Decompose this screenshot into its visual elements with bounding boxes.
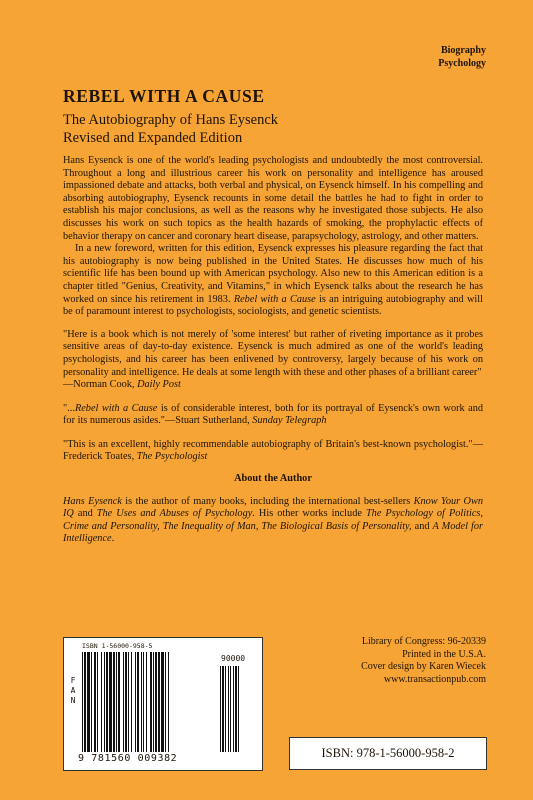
quote-1-attribution: —Norman Cook, bbox=[63, 379, 138, 391]
category-psychology: Psychology bbox=[438, 58, 486, 69]
barcode-number: 9 781560 009382 bbox=[78, 753, 178, 764]
quote-3-source: The Psychologist bbox=[136, 451, 208, 463]
publisher-website: www.transactionpub.com bbox=[383, 673, 486, 685]
barcode-icon bbox=[82, 652, 252, 752]
barcode-top-number: ISBN 1-56000-958-5 bbox=[82, 642, 153, 650]
printed-in: Printed in the U.S.A. bbox=[402, 648, 486, 660]
book-title: REBEL WITH A CAUSE bbox=[63, 86, 265, 106]
barcode-side-text: F A N bbox=[70, 676, 76, 705]
review-quote-3 bbox=[63, 439, 483, 464]
description-paragraph-1: Hans Eysenck is one of the world's leading psychologists and undoubtedly the most controversial. Throughout a long and illustrious career his work on personality and intelligence has aroused impassioned debate and attacks, both verbal and physical, on Eysenck himself. In his compelling and absorbing autobiography, Eysenck recounts in some detail the battles he had to fight in order to establish his major conclusions, as well as the reasons why he investigated those subjects. He also discusses his work on such topics as the health hazards of smoking, the prophylactic effects of behavior therapy on cancer and coronary heart disease, parapsychology, astrology, and other matters. bbox=[63, 155, 483, 242]
quote-2-source: Sunday Telegraph bbox=[252, 415, 327, 427]
book-subtitle bbox=[63, 111, 278, 147]
review-quote-1 bbox=[63, 329, 483, 392]
quote-2-text: is of considerable interest, both for its portrayal of Eysenck's own work and for its numerous asides."—Stuart Sutherland, bbox=[63, 402, 483, 427]
barcode-box bbox=[63, 637, 263, 771]
isbn-box: ISBN: 978-1-56000-958-2 bbox=[289, 737, 487, 770]
barcode-addon-number: 90000 bbox=[221, 654, 246, 663]
subtitle-line-2: Revised and Expanded Edition bbox=[63, 130, 243, 146]
book-list-other-works: The Psychology of Politics, Crime and Personality, The Inequality of Man, The Biological Basis of Personality, bbox=[63, 508, 483, 532]
library-of-congress: Library of Congress: 96-20339 bbox=[361, 636, 486, 647]
subtitle-line-1: The Autobiography of Hans Eysenck bbox=[63, 112, 279, 128]
book-know-your-own-iq: Know Your Own IQ bbox=[63, 495, 483, 520]
quote-1-text: "Here is a book which is not merely of 'some interest' but rather of riveting importance as it probes sensitive areas of day-to-day existence. Eysenck is much admired as one of the world's leading psychologists, and his career has been enlivened by controversy, largely because of his work on personality and intelligence. He deals at some length with these and other phases of a brilliant career" bbox=[63, 328, 483, 378]
blurb bbox=[63, 155, 483, 546]
about-author-text: Hans Eysenck is the author of many books, including the international best-sellers Know Your Own IQ and The Uses and Abuses of Psychology. His other works include The Psychology of Politics, Crime and Personality, The Inequality of Man, The Biological Basis of Personality, and A Model for Intelligence. bbox=[63, 495, 484, 545]
quote-2-book-title: Rebel with a Cause bbox=[74, 402, 158, 414]
category-biography: Biography bbox=[440, 45, 486, 56]
description-paragraph-2 bbox=[63, 243, 483, 319]
review-quote-2 bbox=[63, 403, 483, 428]
about-author-heading: About the Author bbox=[234, 473, 312, 485]
author-name: Hans Eysenck bbox=[63, 495, 122, 507]
quote-1-source: Daily Post bbox=[137, 379, 181, 391]
paragraph-2-text-b: is an intriguing autobiography and will be of paramount interest to psychologists, sociologists, and genetic scientists. bbox=[63, 293, 483, 318]
quote-2-open: "... bbox=[63, 402, 75, 414]
paragraph-2-book-title: Rebel with a Cause bbox=[233, 293, 316, 305]
book-model-for-intelligence: A Model for Intelligence bbox=[63, 520, 484, 545]
publication-info bbox=[361, 636, 486, 686]
book-uses-and-abuses: The Uses and Abuses of Psychology bbox=[96, 508, 253, 520]
category-labels bbox=[438, 44, 486, 70]
quote-3-text: "This is an excellent, highly recommendable autobiography of Britain's best-known psychologist."—Frederick Toates, bbox=[63, 438, 483, 463]
paragraph-2-text-a: In a new foreword, written for this edition, Eysenck expresses his pleasure regarding the fact that his autobiography is now being published in the United States. He discusses how much of his scientific life has been bound up with American psychology. Also new to this American edition is a chapter titled "Genius, Creativity, and Vitamins," in which Eysenck talks about the research he has worked on since his retirement in 1983. bbox=[63, 243, 483, 305]
cover-design-credit: Cover design by Karen Wiecek bbox=[361, 661, 486, 672]
